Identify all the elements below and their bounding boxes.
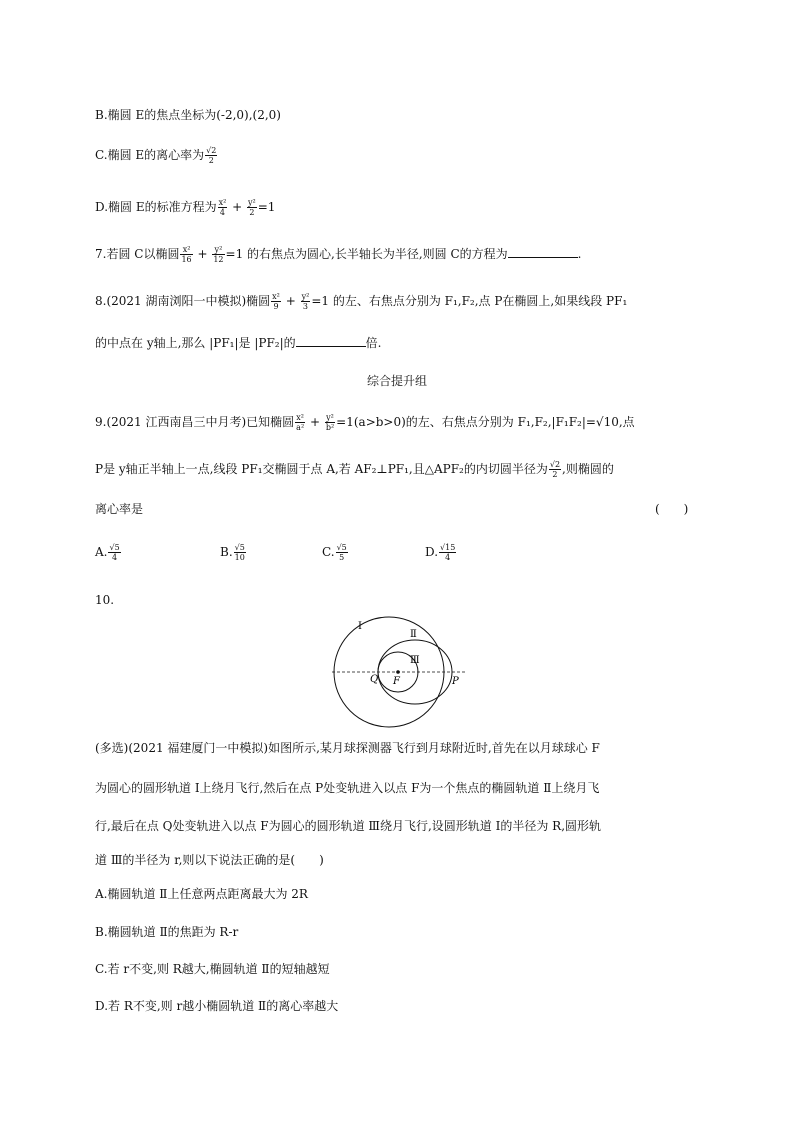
q6-option-c-fraction <box>205 146 217 165</box>
fraction-numerator: x² <box>218 198 227 207</box>
q9-option-c[interactable] <box>322 543 349 562</box>
fraction-denominator: a² <box>296 423 305 432</box>
q8-answer-blank[interactable] <box>296 334 366 347</box>
fraction-numerator: y² <box>326 413 334 422</box>
fraction-numerator: √2 <box>549 460 561 469</box>
q10-option-d[interactable] <box>95 997 338 1015</box>
fraction-numerator: √5 <box>234 543 245 552</box>
q10-line-4: 道 Ⅲ的半径为 r,则以下说法正确的是( ) <box>95 853 324 867</box>
fraction-y <box>247 198 257 217</box>
fraction-denominator: 12 <box>213 255 224 264</box>
fraction-numerator: y² <box>212 245 224 255</box>
label-P: P <box>452 676 459 687</box>
q8-text-pre: 8.(2021 湖南浏阳一中模拟)椭圆 <box>95 294 271 308</box>
fraction-y <box>325 413 335 432</box>
option-label: A. <box>95 887 108 901</box>
q9-line2-pre: P是 y轴正半轴上一点,线段 PF₁交椭圆于点 A,若 AF₂⊥PF₁,且△APF₂的内切圆半径为 <box>95 462 548 476</box>
question-7 <box>95 245 581 264</box>
option-text: 若 r不变,则 R越大,椭圆轨道 Ⅱ的短轴越短 <box>107 962 330 976</box>
fraction-denominator: 2 <box>552 470 558 479</box>
option-label: C. <box>95 962 108 976</box>
fraction-denominator: 16 <box>181 255 192 264</box>
fraction-denominator: 3 <box>302 302 308 311</box>
fraction-numerator: √15 <box>440 543 456 552</box>
q10-option-a[interactable] <box>95 885 308 903</box>
fraction-denominator: 2 <box>208 156 214 165</box>
q6-option-d <box>95 198 275 217</box>
q9-line-3: 离心率是 <box>95 502 144 516</box>
q6-option-c <box>95 146 218 165</box>
q9-text-pre: 9.(2021 江西南昌三中月考)已知椭圆 <box>95 415 295 429</box>
q7-answer-blank[interactable] <box>508 245 578 258</box>
fraction-denominator: 4 <box>219 208 225 217</box>
q10-line-3: 行,最后在点 Q处变轨进入以点 F为圆心的圆形轨道 Ⅲ绕月飞行,设圆形轨道 Ⅰ的半径为 R,圆形轨 <box>95 819 602 833</box>
fraction-denominator: 9 <box>273 302 279 311</box>
fraction-x <box>180 245 192 264</box>
q10-number: 10. <box>95 593 115 607</box>
fraction-denominator: 4 <box>112 553 118 562</box>
q6-option-d-label: D. <box>95 200 109 214</box>
question-9-line-2 <box>95 460 614 479</box>
plus-sign: + <box>228 200 246 214</box>
fraction-numerator: y² <box>248 198 256 207</box>
q6-option-b-text: 椭圆 E的焦点坐标为(-2,0),(2,0) <box>107 108 281 122</box>
q10-line-2: 为圆心的圆形轨道 Ⅰ上绕月飞行,然后在点 P处变轨进入以点 F为一个焦点的椭圆轨道 Ⅱ上绕月飞 <box>95 781 600 795</box>
label-III: Ⅲ <box>410 655 420 666</box>
option-text: 若 R不变,则 r越小椭圆轨道 Ⅱ的离心率越大 <box>108 999 339 1013</box>
q9-text-post: =1(a>b>0)的左、右焦点分别为 F₁,F₂,|F₁F₂|=√10,点 <box>336 415 635 429</box>
option-text: 椭圆轨道 Ⅱ的焦距为 R-r <box>107 925 239 939</box>
q8-line2-end: 倍. <box>365 336 382 350</box>
q9-option-a[interactable] <box>95 543 122 562</box>
option-label: B. <box>95 925 108 939</box>
q6-option-d-text: 椭圆 E的标准方程为 <box>108 200 217 214</box>
fraction-x <box>271 292 281 311</box>
q9-option-b[interactable] <box>220 543 247 562</box>
section-title: 综合提升组 <box>366 374 427 388</box>
option-fraction <box>234 543 246 562</box>
option-label: C. <box>322 545 335 559</box>
q7-text-end: . <box>577 247 582 261</box>
fraction-denominator: 4 <box>445 553 451 562</box>
q7-text-pre: 7.若圆 C以椭圆 <box>95 247 180 261</box>
fraction-numerator: √2 <box>206 146 217 155</box>
fraction-numerator: x² <box>296 413 305 422</box>
q7-text-post: =1 的右焦点为圆心,长半轴长为半径,则圆 C的方程为 <box>225 247 508 261</box>
plus-sign: + <box>193 247 212 261</box>
q10-option-c[interactable] <box>95 960 330 978</box>
option-fraction <box>336 543 348 562</box>
option-label: A. <box>95 545 108 559</box>
question-8-line-2 <box>95 334 381 352</box>
question-9 <box>95 413 635 432</box>
fraction-numerator: √5 <box>109 543 120 552</box>
q6-option-b <box>95 106 281 124</box>
option-label: D. <box>425 545 439 559</box>
option-fraction <box>108 543 120 562</box>
question-8 <box>95 292 627 311</box>
label-I: Ⅰ <box>358 621 362 632</box>
fraction-numerator: x² <box>272 292 280 301</box>
plus-sign: + <box>306 415 324 429</box>
q9-line2-post: ,则椭圆的 <box>562 462 614 476</box>
option-fraction <box>439 543 456 562</box>
q10-line-1: (多选)(2021 福建厦门一中模拟)如图所示,某月球探测器飞行到月球附近时,首先在以月球球心 F <box>95 741 600 755</box>
q8-line2-text: 的中点在 y轴上,那么 |PF₁|是 |PF₂|的 <box>95 336 296 350</box>
fraction-numerator: √5 <box>336 543 347 552</box>
q6-option-c-label: C. <box>95 148 108 162</box>
q10-option-b[interactable] <box>95 923 238 941</box>
equation-tail: =1 <box>257 200 276 214</box>
fraction-numerator: x² <box>180 245 192 255</box>
option-label: D. <box>95 999 109 1013</box>
fraction-x <box>218 198 228 217</box>
q9-option-d[interactable] <box>425 543 457 562</box>
q6-option-c-text: 椭圆 E的离心率为 <box>107 148 205 162</box>
fraction-y <box>301 292 311 311</box>
fraction-denominator: 10 <box>234 553 245 562</box>
q9-radius-fraction <box>549 460 561 479</box>
fraction-y <box>212 245 224 264</box>
plus-sign: + <box>281 294 300 308</box>
fraction-numerator: y² <box>301 292 310 301</box>
label-II: Ⅱ <box>410 629 417 640</box>
label-F: F <box>393 676 400 687</box>
fraction-x <box>295 413 305 432</box>
fraction-denominator: 2 <box>249 208 255 217</box>
q6-option-b-label: B. <box>95 108 108 122</box>
fraction-denominator: b² <box>325 423 335 432</box>
fraction-denominator: 5 <box>339 553 345 562</box>
label-Q: Q <box>370 674 379 685</box>
q9-answer-parentheses[interactable]: ( ) <box>655 502 689 516</box>
focus-point <box>396 670 400 674</box>
option-label: B. <box>220 545 233 559</box>
q8-text-post: =1 的左、右焦点分别为 F₁,F₂,点 P在椭圆上,如果线段 PF₁ <box>311 294 628 308</box>
option-text: 椭圆轨道 Ⅱ上任意两点距离最大为 2R <box>107 887 308 901</box>
orbit-figure <box>330 612 470 732</box>
